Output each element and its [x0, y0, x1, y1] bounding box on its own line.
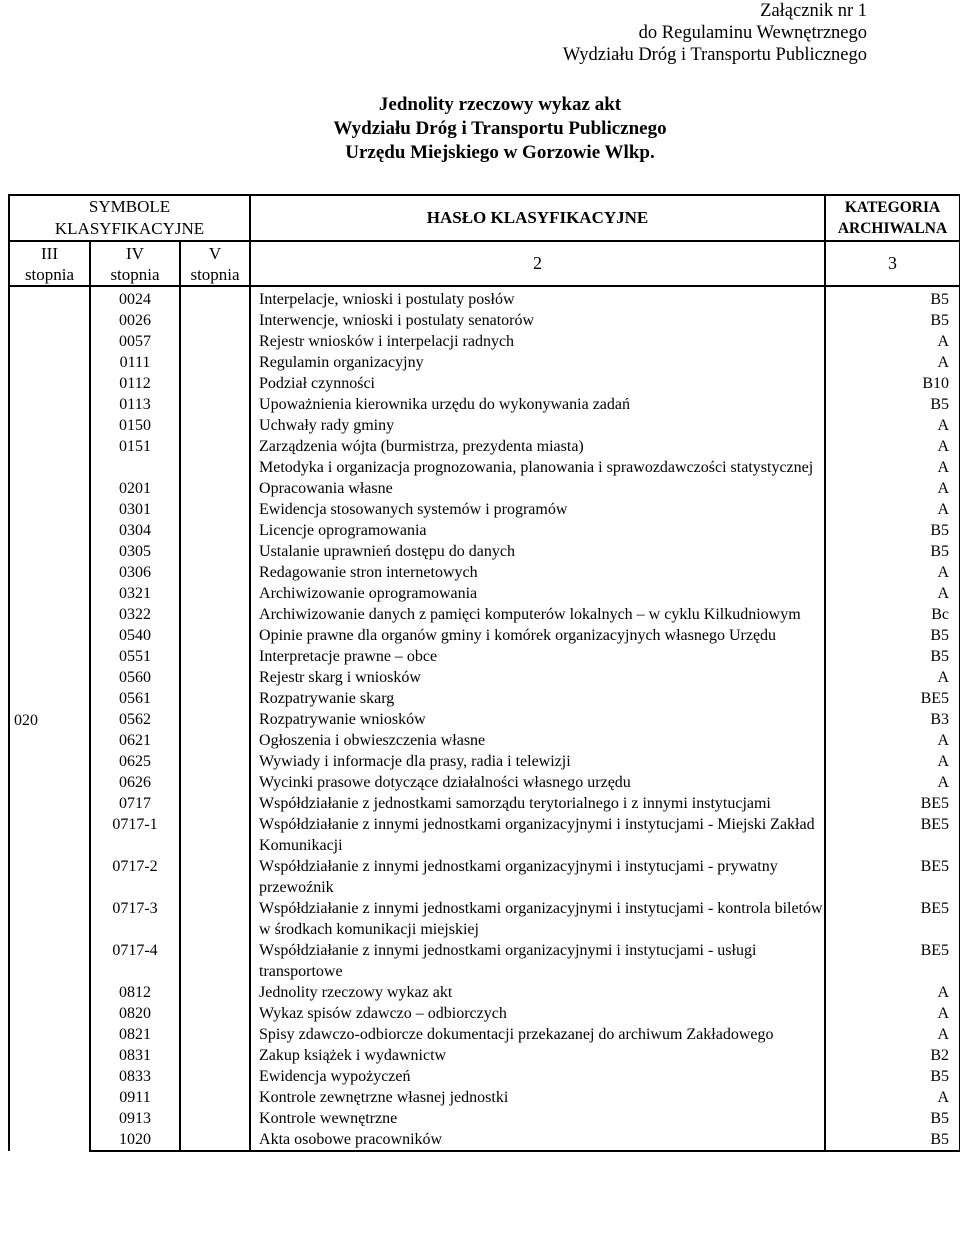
table-row: [9, 1003, 960, 1024]
row-category: B5: [825, 1108, 960, 1129]
row-level-5-cell: [180, 562, 250, 583]
header-kategoria-line1: KATEGORIA: [844, 199, 941, 216]
row-level-5-cell: [180, 1108, 250, 1129]
table-row: [9, 499, 960, 520]
row-level-5-cell: [180, 751, 250, 772]
table-row: [9, 751, 960, 772]
row-level-5-cell: [180, 583, 250, 604]
table-row: [9, 520, 960, 541]
row-level-5-cell: [180, 415, 250, 436]
row-level-5-cell: [180, 436, 250, 457]
row-symbol: 0717-3: [90, 898, 180, 940]
row-symbol: 0113: [90, 394, 180, 415]
row-category: Bc: [825, 604, 960, 625]
table-row: [9, 898, 960, 940]
row-category: B5: [825, 520, 960, 541]
row-description: Licencje oprogramowania: [250, 520, 825, 541]
row-level-5-cell: [180, 1087, 250, 1108]
row-category: A: [825, 1087, 960, 1108]
header-level-4-num: IV: [126, 243, 144, 263]
row-description: Zarządzenia wójta (burmistrza, prezydenta miasta): [250, 436, 825, 457]
row-symbol: 0626: [90, 772, 180, 793]
row-level-5-cell: [180, 667, 250, 688]
row-category: B5: [825, 310, 960, 331]
annex-line: Załącznik nr 1: [760, 1, 867, 21]
table-row: [9, 604, 960, 625]
row-level-5-cell: [180, 541, 250, 562]
header-symbols: [9, 195, 250, 241]
row-description: Ustalanie uprawnień dostępu do danych: [250, 541, 825, 562]
row-description: Interpretacje prawne – obce: [250, 646, 825, 667]
row-level-5-cell: [180, 478, 250, 499]
row-level-5-cell: [180, 394, 250, 415]
table-row: [9, 1108, 960, 1129]
table-row: [9, 667, 960, 688]
title-line: Jednolity rzeczowy wykaz akt: [378, 94, 622, 115]
row-description: Współdziałanie z innymi jednostkami organizacyjnymi i instytucjami - Miejski Zakład Komunikacji: [250, 814, 825, 856]
table-row: [9, 352, 960, 373]
row-symbol: 0301: [90, 499, 180, 520]
row-description: Interwencje, wnioski i postulaty senatorów: [250, 310, 825, 331]
row-category: BE5: [825, 814, 960, 856]
header-column-number-3: 3: [825, 241, 960, 286]
row-description: Interpelacje, wnioski i postulaty posłów: [250, 286, 825, 310]
table-row: [9, 583, 960, 604]
row-description: Metodyka i organizacja prognozowania, planowania i sprawozdawczości statystycznej: [250, 457, 825, 478]
row-description: Jednolity rzeczowy wykaz akt: [250, 982, 825, 1003]
classification-table: [8, 194, 960, 1152]
row-description: Kontrole wewnętrzne: [250, 1108, 825, 1129]
row-level-5-cell: [180, 520, 250, 541]
row-level-5-cell: [180, 310, 250, 331]
row-category: A: [825, 982, 960, 1003]
row-level-5-cell: [180, 709, 250, 730]
row-symbol: 0621: [90, 730, 180, 751]
row-category: B5: [825, 1129, 960, 1151]
row-symbol: 0321: [90, 583, 180, 604]
row-symbol: 0024: [90, 286, 180, 310]
row-category: A: [825, 478, 960, 499]
row-level-5-cell: [180, 352, 250, 373]
row-category: A: [825, 730, 960, 751]
header-level-3: [9, 241, 90, 286]
row-category: A: [825, 1003, 960, 1024]
table-row: [9, 310, 960, 331]
row-symbol: 0201: [90, 478, 180, 499]
table-row: [9, 625, 960, 646]
row-level-5-cell: [180, 1024, 250, 1045]
row-category: A: [825, 436, 960, 457]
row-symbol: 0322: [90, 604, 180, 625]
table-row: [9, 688, 960, 709]
row-description: Akta osobowe pracowników: [250, 1129, 825, 1151]
table-body: [9, 286, 960, 1151]
row-description: Wywiady i informacje dla prasy, radia i telewizji: [250, 751, 825, 772]
row-symbol: 0561: [90, 688, 180, 709]
header-symbols-line2: KLASYFIKACYJNE: [54, 219, 205, 238]
row-description: Ewidencja stosowanych systemów i programów: [250, 499, 825, 520]
row-description: Archiwizowanie danych z pamięci komputerów lokalnych – w cyklu Kilkudniowym: [250, 604, 825, 625]
row-symbol: 0821: [90, 1024, 180, 1045]
row-symbol: 0026: [90, 310, 180, 331]
table-row: [9, 856, 960, 898]
row-category: B5: [825, 625, 960, 646]
row-category: BE5: [825, 688, 960, 709]
row-symbol: 0833: [90, 1066, 180, 1087]
row-symbol: 0540: [90, 625, 180, 646]
row-level-5-cell: [180, 688, 250, 709]
row-category: A: [825, 331, 960, 352]
row-description: Rozpatrywanie skarg: [250, 688, 825, 709]
row-category: B5: [825, 646, 960, 667]
row-symbol: 0057: [90, 331, 180, 352]
row-level-5-cell: [180, 331, 250, 352]
table-row: [9, 1129, 960, 1151]
row-category: B5: [825, 286, 960, 310]
row-category: B3: [825, 709, 960, 730]
table-row: [9, 982, 960, 1003]
row-symbol: 0625: [90, 751, 180, 772]
row-symbol: 0305: [90, 541, 180, 562]
header-level-3-word: stopnia: [24, 264, 75, 284]
row-description: Podział czynności: [250, 373, 825, 394]
row-category: A: [825, 772, 960, 793]
table-row: [9, 772, 960, 793]
header-level-3-num: III: [41, 243, 58, 263]
row-symbol: 0551: [90, 646, 180, 667]
row-description: Wykaz spisów zdawczo – odbiorczych: [250, 1003, 825, 1024]
row-description: Ogłoszenia i obwieszczenia własne: [250, 730, 825, 751]
row-category: BE5: [825, 793, 960, 814]
document-title: [0, 93, 960, 165]
row-category: A: [825, 751, 960, 772]
header-level-5-num: V: [208, 243, 222, 263]
header-haslo: HASŁO KLASYFIKACYJNE: [250, 195, 825, 241]
row-category: B5: [825, 1066, 960, 1087]
table-row: [9, 730, 960, 751]
row-description: Upoważnienia kierownika urzędu do wykonywania zadań: [250, 394, 825, 415]
table-row: [9, 1045, 960, 1066]
table-row: [9, 709, 960, 730]
header-level-4: [90, 241, 180, 286]
table-row: [9, 793, 960, 814]
row-category: A: [825, 562, 960, 583]
table-row: [9, 478, 960, 499]
row-level-5-cell: [180, 1003, 250, 1024]
row-description: Opracowania własne: [250, 478, 825, 499]
table-row: [9, 940, 960, 982]
row-description: Kontrole zewnętrzne własnej jednostki: [250, 1087, 825, 1108]
row-symbol: 0820: [90, 1003, 180, 1024]
row-symbol: 0812: [90, 982, 180, 1003]
header-level-5: [180, 241, 250, 286]
row-description: Regulamin organizacyjny: [250, 352, 825, 373]
row-description: Współdziałanie z innymi jednostkami organizacyjnymi i instytucjami - usługi transportowe: [250, 940, 825, 982]
header-level-4-word: stopnia: [110, 264, 160, 284]
header-symbols-line1: SYMBOLE: [88, 197, 171, 216]
row-description: Archiwizowanie oprogramowania: [250, 583, 825, 604]
row-level-5-cell: [180, 1066, 250, 1087]
row-symbol: [90, 457, 180, 478]
row-level-5-cell: [180, 730, 250, 751]
row-symbol: 1020: [90, 1129, 180, 1151]
row-category: B5: [825, 541, 960, 562]
table-row: [9, 1024, 960, 1045]
annex-header: [563, 0, 867, 66]
row-category: A: [825, 457, 960, 478]
header-kategoria: [825, 195, 960, 241]
row-category: B2: [825, 1045, 960, 1066]
row-level-5-cell: [180, 856, 250, 898]
row-symbol: 0112: [90, 373, 180, 394]
row-symbol: 0306: [90, 562, 180, 583]
row-level-5-cell: [180, 499, 250, 520]
row-level-5-cell: [180, 286, 250, 310]
table-row: [9, 457, 960, 478]
annex-line: do Regulaminu Wewnętrznego: [638, 23, 867, 43]
row-level-5-cell: [180, 793, 250, 814]
table-row: [9, 331, 960, 352]
row-symbol: 0717-2: [90, 856, 180, 898]
row-description: Współdziałanie z innymi jednostkami organizacyjnymi i instytucjami - kontrola biletów w środkach komunikacji miejskiej: [250, 898, 825, 940]
table-row: [9, 1087, 960, 1108]
row-category: B10: [825, 373, 960, 394]
row-category: A: [825, 415, 960, 436]
title-line: Wydziału Dróg i Transportu Publicznego: [333, 118, 667, 139]
row-level-5-cell: [180, 457, 250, 478]
row-description: Wycinki prasowe dotyczące działalności własnego urzędu: [250, 772, 825, 793]
table-header: [9, 195, 960, 286]
row-level-5-cell: [180, 373, 250, 394]
row-level-5-cell: [180, 982, 250, 1003]
row-symbol: 0911: [90, 1087, 180, 1108]
table-row: [9, 562, 960, 583]
row-category: BE5: [825, 898, 960, 940]
row-category: B5: [825, 394, 960, 415]
row-symbol: 0717-4: [90, 940, 180, 982]
row-description: Rejestr wniosków i interpelacji radnych: [250, 331, 825, 352]
row-symbol: 0831: [90, 1045, 180, 1066]
row-description: Współdziałanie z jednostkami samorządu terytorialnego i z innymi instytucjami: [250, 793, 825, 814]
header-kategoria-line2: ARCHIWALNA: [837, 220, 948, 237]
row-level-5-cell: [180, 772, 250, 793]
annex-line: Wydziału Dróg i Transportu Publicznego: [562, 45, 867, 65]
row-category: A: [825, 667, 960, 688]
row-category: BE5: [825, 856, 960, 898]
table-row: [9, 814, 960, 856]
table-row: [9, 394, 960, 415]
row-category: A: [825, 583, 960, 604]
row-category: A: [825, 352, 960, 373]
row-level-5-cell: [180, 898, 250, 940]
row-category: A: [825, 1024, 960, 1045]
table-row: [9, 436, 960, 457]
row-level-5-cell: [180, 1045, 250, 1066]
row-description: Rozpatrywanie wniosków: [250, 709, 825, 730]
row-symbol: 0562: [90, 709, 180, 730]
row-description: Spisy zdawczo-odbiorcze dokumentacji przekazanej do archiwum Zakładowego: [250, 1024, 825, 1045]
row-level-5-cell: [180, 646, 250, 667]
row-level-5-cell: [180, 940, 250, 982]
row-level-5-cell: [180, 814, 250, 856]
table-row: [9, 415, 960, 436]
row-symbol: 0111: [90, 352, 180, 373]
row-symbol: 0151: [90, 436, 180, 457]
table-row: [9, 646, 960, 667]
row-description: Ewidencja wypożyczeń: [250, 1066, 825, 1087]
table-row: [9, 373, 960, 394]
row-description: Uchwały rady gminy: [250, 415, 825, 436]
row-description: Zakup książek i wydawnictw: [250, 1045, 825, 1066]
row-symbol: 0717: [90, 793, 180, 814]
row-symbol: 0717-1: [90, 814, 180, 856]
row-description: Redagowanie stron internetowych: [250, 562, 825, 583]
title-line: Urzędu Miejskiego w Gorzowie Wlkp.: [345, 142, 655, 163]
row-symbol: 0560: [90, 667, 180, 688]
header-column-number-2: 2: [250, 241, 825, 286]
table-row: [9, 1066, 960, 1087]
row-symbol: 0913: [90, 1108, 180, 1129]
row-level-5-cell: [180, 604, 250, 625]
group-symbol: 020: [9, 286, 90, 1151]
table-row: [9, 541, 960, 562]
row-category: A: [825, 499, 960, 520]
row-description: Współdziałanie z innymi jednostkami organizacyjnymi i instytucjami - prywatny przewoźnik: [250, 856, 825, 898]
row-description: Opinie prawne dla organów gminy i komórek organizacyjnych własnego Urzędu: [250, 625, 825, 646]
row-level-5-cell: [180, 625, 250, 646]
row-description: Rejestr skarg i wniosków: [250, 667, 825, 688]
row-symbol: 0150: [90, 415, 180, 436]
row-symbol: 0304: [90, 520, 180, 541]
table-row: [9, 286, 960, 310]
row-category: BE5: [825, 940, 960, 982]
row-level-5-cell: [180, 1129, 250, 1151]
header-level-5-word: stopnia: [190, 264, 240, 284]
